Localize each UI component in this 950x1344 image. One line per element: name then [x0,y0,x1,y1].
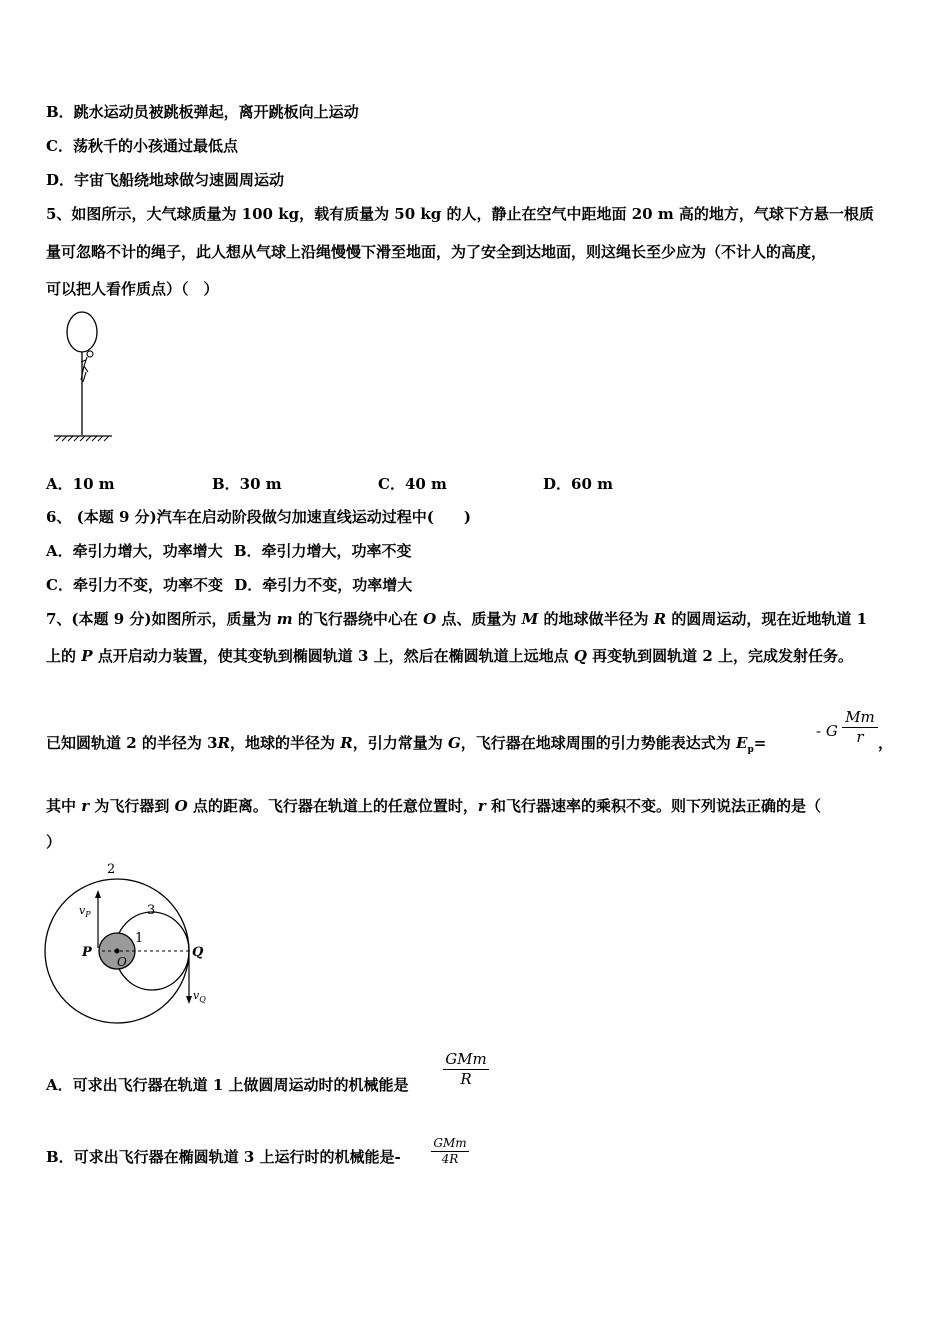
q6-stem [46,507,471,527]
q5-option-a: A．10 m [46,475,115,493]
q7-var-o: O [174,797,188,815]
orbit-figure [40,858,220,1028]
q7-text: 点的距离。飞行器在轨道上的任意位置时， [187,797,478,815]
point-o-label: O [117,955,127,969]
q7-text: 7、(本题 9 分)如图所示，质量为 [46,610,277,628]
q7-stem-line1 [46,609,867,629]
ep-neg-g: - G [816,722,838,740]
q7-text: 的地球做半径为 [538,610,654,628]
optA-denominator: R [460,1070,472,1088]
q7-text: ，飞行器在地球周围的引力势能表达式为 [460,734,736,752]
q7-text: 为飞行器到 [89,797,175,815]
q7-option-b: B．可求出飞行器在椭圆轨道 3 上运行时的机械能是- [46,1148,401,1166]
ep-fraction [842,708,878,747]
q7-stem-line4 [46,796,821,816]
q4-option-b: B．跳水运动员被跳板弹起，离开跳板向上运动 [46,103,359,121]
optB-denominator: 4R [441,1152,459,1166]
q6-stem-text: (本题 9 分)汽车在启动阶段做匀加速直线运动过程中( ) [76,508,471,526]
q6-option-d: D．牵引力不变，功率增大 [234,576,413,594]
ep-numerator: Mm [845,708,875,726]
q7-text: 和飞行器速率的乘积不变。则下列说法正确的是（ [485,797,822,815]
q7-var-ep: E [736,734,748,752]
ep-comma: ， [878,734,894,752]
ep-denominator: r [856,728,864,746]
q7-text: 其中 [46,797,82,815]
q7-text: ，引力常量为 [352,734,448,752]
q7-text: 的圆周运动，现在近地轨道 1 [666,610,868,628]
vq-symbol: v [193,989,200,1002]
vq-subscript: Q [199,995,206,1004]
q7-var-r-small: r [477,797,486,815]
q7-stem-line5: ） [46,833,62,851]
vq-arrowhead [186,996,192,1004]
q7-text: ，地球的半径为 [230,734,341,752]
q6-options-row1 [46,541,412,561]
balloon-figure [50,310,120,445]
optB-fraction [431,1136,469,1167]
q7-var-p: P [81,647,93,665]
point-p-label: P [82,945,92,960]
q7-var-m: m [276,610,293,628]
q7-text: 点开启动力装置，使其变轨到椭圆轨道 3 上，然后在椭圆轨道上远地点 [92,647,574,665]
q7-stem-line2 [46,646,853,666]
balloon [67,312,97,352]
q5-stem-line1: 5、如图所示，大气球质量为 100 kg，载有质量为 50 kg 的人，静止在空气中距地面 20 m 高的地方，气球下方悬一根质 [46,205,874,223]
q5-stem-line3: 可以把人看作质点）（ ） [46,280,219,298]
q7-text: 点、质量为 [436,610,522,628]
q6-options-row2 [46,575,412,595]
orbit-label-2: 2 [107,862,116,877]
orbit-label-1: 1 [135,931,144,946]
q6-option-c: C．牵引力不变，功率不变 [46,576,223,594]
vp-symbol: v [79,904,86,917]
q4-option-d: D．宇宙飞船绕地球做匀速圆周运动 [46,171,285,189]
vp-arrowhead [95,890,101,898]
q6-number: 6、 [46,508,72,526]
q7-equals: = [753,734,767,752]
q7-var-o: O [423,610,437,628]
vq-label [193,989,206,1004]
q7-var-ep-sub: p [747,745,754,755]
q6-option-a: A．牵引力增大，功率增大 [46,542,223,560]
q7-var-q: Q [573,647,587,665]
vp-subscript: P [85,910,91,919]
q7-stem-line3 [46,733,766,760]
person [81,351,93,382]
optB-numerator: GMm [433,1136,467,1150]
q7-text: 已知圆轨道 2 的半径为 3 [46,734,218,752]
q5-option-c: C．40 m [378,475,447,493]
ground-hatch [56,436,109,441]
q7-var-g: G [447,734,461,752]
q7-var-r-small: r [81,797,90,815]
q7-text: 的飞行器绕中心在 [292,610,424,628]
q5-option-d: D．60 m [543,475,613,493]
orbit-label-3: 3 [147,903,156,918]
q7-var-m-big: M [521,610,539,628]
vp-label [79,904,91,919]
q7-var-r: R [340,734,353,752]
q7-text: 再变轨到圆轨道 2 上，完成发射任务。 [586,647,854,665]
optA-numerator: GMm [445,1050,487,1068]
q7-option-a: A．可求出飞行器在轨道 1 上做圆周运动时的机械能是 [46,1076,409,1094]
point-q-label: Q [192,945,204,960]
q7-var-r: R [653,610,667,628]
optA-fraction [443,1050,489,1089]
q4-option-c: C．荡秋千的小孩通过最低点 [46,137,238,155]
q6-option-b: B．牵引力增大，功率不变 [233,542,412,560]
q7-text: 上的 [46,647,82,665]
q5-stem-line2: 量可忽略不计的绳子，此人想从气球上沿绳慢慢下滑至地面，为了安全到达地面，则这绳长至少应为（不计人的高度， [46,243,827,261]
q5-option-b: B．30 m [212,475,282,493]
q7-var-r: R [217,734,231,752]
